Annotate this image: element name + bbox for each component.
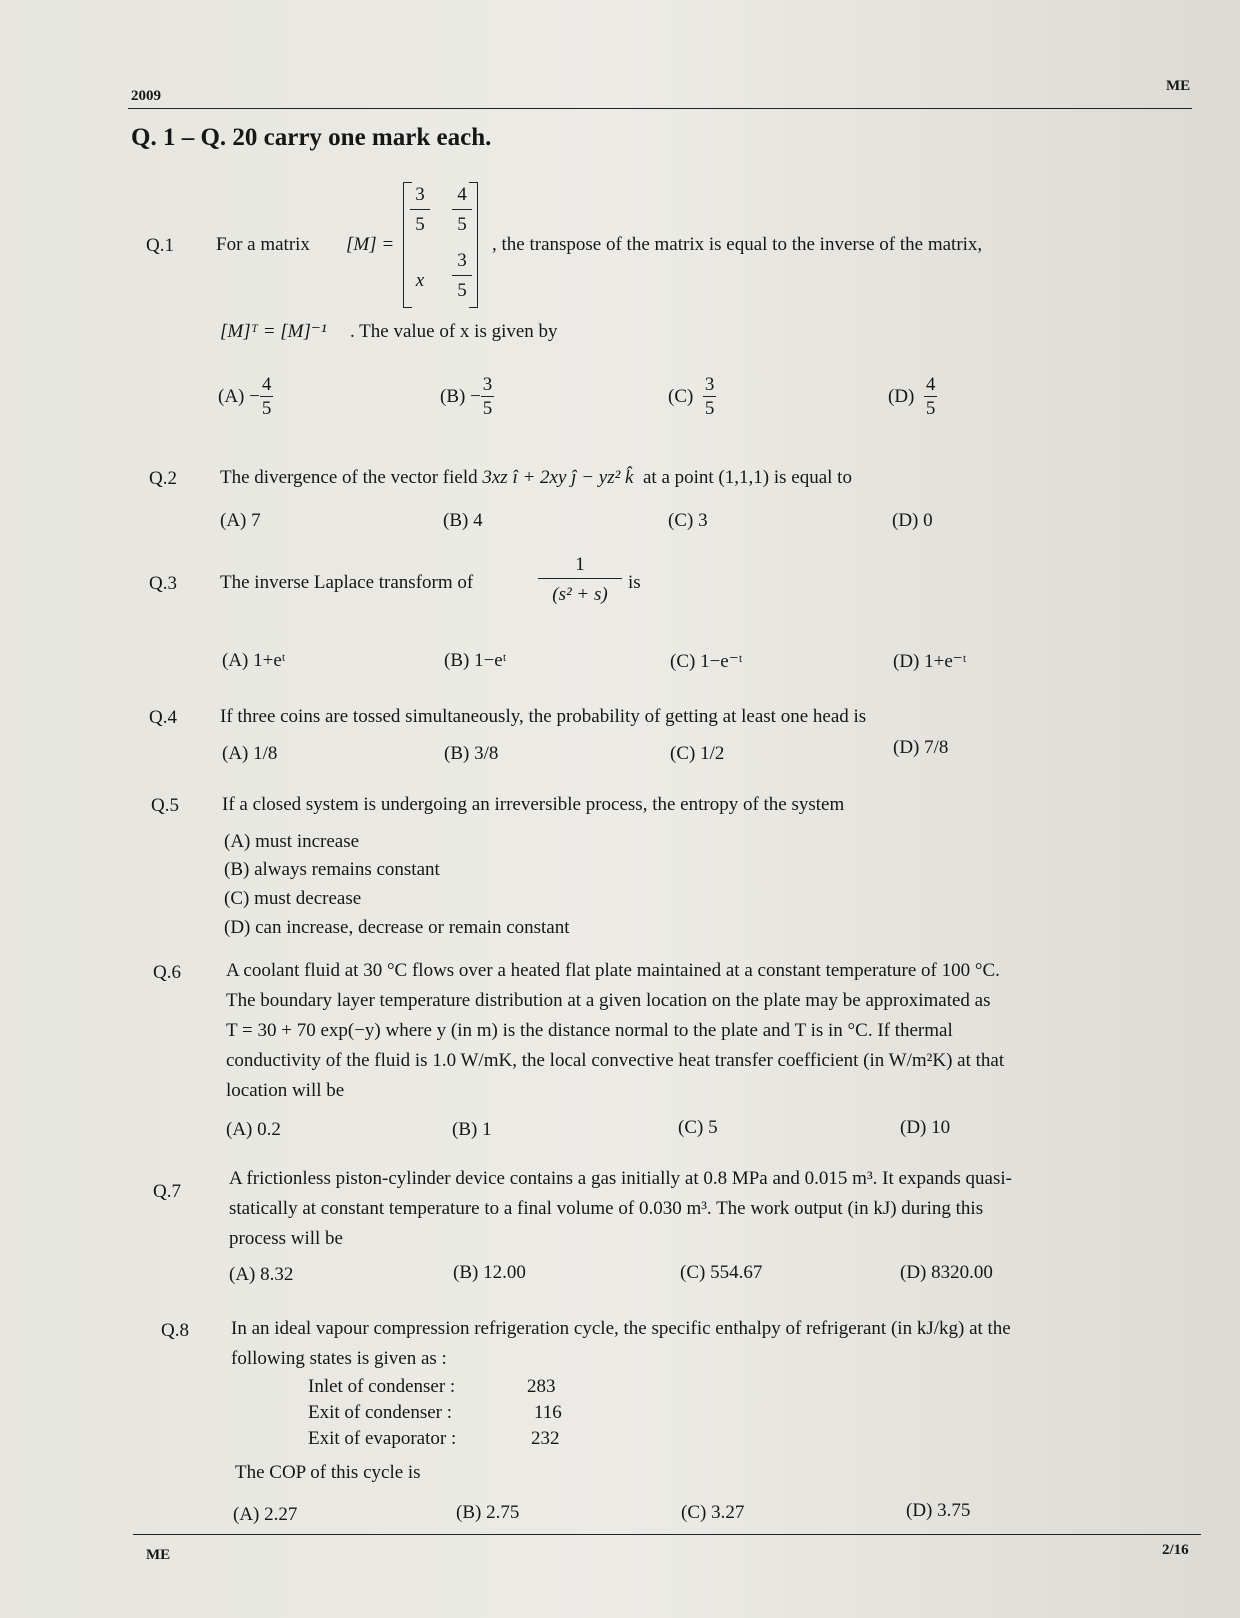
q5-option-c[interactable]: (C) must decrease	[224, 888, 362, 909]
q7-option-a[interactable]: (A) 8.32	[229, 1264, 294, 1285]
q1-option-d[interactable]: (D) $\frac{4}{5}$	[888, 374, 936, 419]
header-rule	[128, 108, 1192, 109]
q2-number: Q.2	[149, 468, 177, 489]
footer-page-number: 2/16	[1162, 1542, 1189, 1558]
matrix-r1c1-bar	[410, 209, 430, 210]
q4-option-b[interactable]: (B) 3/8	[444, 743, 499, 764]
q7-option-d[interactable]: (D) 8320.00	[900, 1262, 993, 1283]
matrix-r1c1-den: 5	[415, 214, 425, 235]
q1-option-b[interactable]: (B) − $\frac{3}{5}$	[440, 374, 493, 419]
q8-option-c[interactable]: (C) 3.27	[681, 1502, 745, 1523]
footer-left: ME	[146, 1547, 171, 1563]
q4-number: Q.4	[149, 707, 177, 728]
q7-line-1: A frictionless piston-cylinder device contains a gas initially at 0.8 MPa and 0.015 m³. It expands quasi-	[229, 1168, 1012, 1189]
q6-line-2: The boundary layer temperature distribution at a given location on the plate may be approximated as	[226, 990, 991, 1011]
q1-text-line2: . The value of x is given by	[350, 321, 558, 342]
header-year: 2009	[131, 88, 161, 104]
q8-text	[231, 1314, 1201, 1374]
q5-option-a[interactable]: (A) must increase	[224, 831, 360, 852]
q4-option-c[interactable]: (C) 1/2	[670, 743, 725, 764]
q7-text	[229, 1164, 1199, 1254]
q5-text: If a closed system is undergoing an irreversible process, the entropy of the system	[222, 794, 845, 815]
q8-number: Q.8	[161, 1320, 189, 1341]
q5-number: Q.5	[151, 795, 179, 816]
q3-option-d[interactable]: (D) 1+e⁻ᵗ	[893, 651, 967, 672]
q8-tail: The COP of this cycle is	[235, 1462, 421, 1483]
q6-text	[226, 956, 1196, 1106]
q7-number: Q.7	[153, 1181, 181, 1202]
header-subject: ME	[1166, 78, 1191, 94]
q4-option-a[interactable]: (A) 1/8	[222, 743, 278, 764]
matrix-r1c1-num: 3	[415, 184, 425, 205]
q1-text-after: , the transpose of the matrix is equal to the inverse of the matrix,	[492, 234, 983, 255]
q3-option-a[interactable]: (A) 1+eᵗ	[222, 650, 286, 671]
q3-text-a: The inverse Laplace transform of	[220, 572, 474, 593]
q8-table-label-1: Inlet of condenser :	[308, 1376, 456, 1397]
q6-line-4: conductivity of the fluid is 1.0 W/mK, the local convective heat transfer coefficient (in W/m²K) at that	[226, 1050, 1005, 1071]
q8-option-b[interactable]: (B) 2.75	[456, 1502, 520, 1523]
q8-table-value-1: 283	[527, 1376, 556, 1397]
section-title: Q. 1 – Q. 20 carry one mark each.	[131, 124, 492, 151]
q6-option-b[interactable]: (B) 1	[452, 1119, 492, 1140]
q6-line-3: T = 30 + 70 exp(−y) where y (in m) is the distance normal to the plate and T is in °C. If thermal	[226, 1020, 953, 1041]
q3-text-b: is	[628, 572, 641, 593]
q1-equation: [M]ᵀ = [M]⁻¹	[220, 321, 327, 342]
q6-option-a[interactable]: (A) 0.2	[226, 1119, 281, 1140]
matrix-r2c1: x	[415, 270, 425, 291]
q8-table-label-3: Exit of evaporator :	[308, 1428, 457, 1449]
q8-table-label-2: Exit of condenser :	[308, 1402, 453, 1423]
footer-rule	[133, 1534, 1201, 1535]
q1-number: Q.1	[146, 235, 174, 256]
matrix-r2c2-num: 3	[457, 250, 467, 271]
q5-option-b[interactable]: (B) always remains constant	[224, 859, 440, 880]
matrix-r2c2-bar	[452, 275, 472, 276]
q2-vector-field: 3xz î + 2xy ĵ − yz² k̂	[482, 467, 634, 488]
matrix-r1c2-bar	[452, 209, 472, 210]
matrix-r1c2-den: 5	[457, 214, 467, 235]
q6-option-d[interactable]: (D) 10	[900, 1117, 951, 1138]
q6-option-c[interactable]: (C) 5	[678, 1117, 718, 1138]
q3-fraction-num: 1	[538, 552, 622, 579]
q2-text: The divergence of the vector field 3xz î + 2xy ĵ − yz² k̂ at a point (1,1,1) is equal to	[220, 467, 852, 488]
q8-line-1: In an ideal vapour compression refrigeration cycle, the specific enthalpy of refrigerant (in kJ/kg) at the	[231, 1318, 1011, 1339]
q6-number: Q.6	[153, 962, 181, 983]
q2-option-b[interactable]: (B) 4	[443, 510, 483, 531]
q6-line-5: location will be	[226, 1080, 345, 1101]
q7-line-2: statically at constant temperature to a final volume of 0.030 m³. The work output (in kJ) during this	[229, 1198, 984, 1219]
q8-table-value-3: 232	[531, 1428, 560, 1449]
q7-option-b[interactable]: (B) 12.00	[453, 1262, 526, 1283]
q8-option-a[interactable]: (A) 2.27	[233, 1504, 298, 1525]
q2-option-d[interactable]: (D) 0	[892, 510, 933, 531]
matrix-r1c2-num: 4	[457, 184, 467, 205]
q7-option-c[interactable]: (C) 554.67	[680, 1262, 763, 1283]
q2-option-c[interactable]: (C) 3	[668, 510, 708, 531]
q8-line-2: following states is given as :	[231, 1348, 447, 1369]
q1-option-a[interactable]: (A) − $\frac{4}{5}$	[218, 374, 272, 419]
q7-line-3: process will be	[229, 1228, 343, 1249]
q3-fraction-den: (s² + s)	[552, 584, 608, 605]
q8-option-d[interactable]: (D) 3.75	[906, 1500, 971, 1521]
q3-number: Q.3	[149, 573, 177, 594]
q3-fraction	[538, 552, 622, 611]
q3-option-b[interactable]: (B) 1−eᵗ	[444, 650, 507, 671]
q3-option-c[interactable]: (C) 1−e⁻ᵗ	[670, 651, 743, 672]
matrix-r2c2-den: 5	[457, 280, 467, 301]
q8-table-value-2: 116	[534, 1402, 562, 1423]
q1-option-c[interactable]: (C) $\frac{3}{5}$	[668, 374, 715, 419]
q1-text-before: For a matrix	[216, 234, 310, 255]
q2-option-a[interactable]: (A) 7	[220, 510, 261, 531]
q4-text: If three coins are tossed simultaneously, the probability of getting at least one head is	[220, 706, 867, 727]
q5-option-d[interactable]: (D) can increase, decrease or remain constant	[224, 917, 570, 938]
q6-line-1: A coolant fluid at 30 °C flows over a heated flat plate maintained at a constant temperature of 100 °C.	[226, 960, 1000, 981]
q1-matrix-lhs: [M] =	[346, 234, 395, 255]
q4-option-d[interactable]: (D) 7/8	[893, 737, 949, 758]
